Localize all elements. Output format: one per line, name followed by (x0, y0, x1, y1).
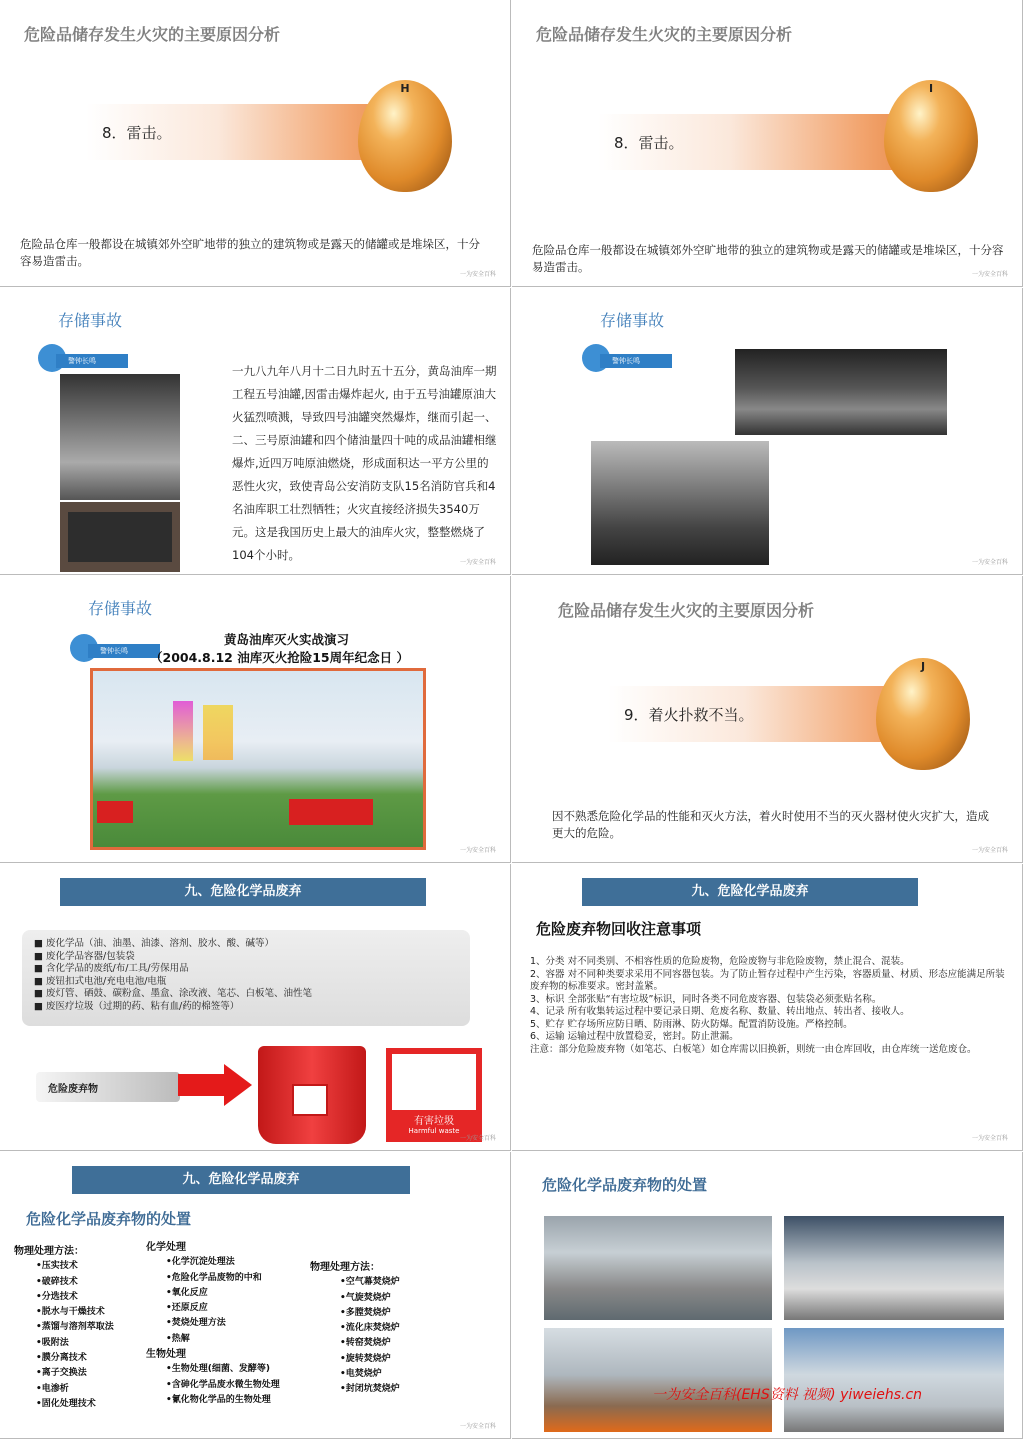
list-item: •膜分离技术 (36, 1353, 87, 1364)
slide-title: 危险品储存发生火灾的主要原因分析 (536, 25, 793, 44)
warning-badge (38, 342, 128, 376)
section-header: 九、危险化学品废弃 (72, 1166, 410, 1194)
list-item: •电渗析 (36, 1383, 69, 1394)
list-item: •蒸馏与溶剂萃取法 (36, 1322, 114, 1333)
red-bucket-icon (258, 1046, 366, 1144)
slide-subtitle: 危险废弃物回收注意事项 (536, 920, 702, 938)
list-item: 2、容器 对不同种类要求采用不同容器包装。为了防止暂存过程中产生污染，容器质量、材质、形态应能满足所装废弃物的标准要求。密封盖紧。 (530, 968, 1005, 992)
description: 因不熟悉危险化学品的性能和灭火方法，着火时使用不当的灭火器材使火灾扩大，造成更大的危险。 (552, 809, 989, 840)
description: 危险品仓库一般都设在城镇郊外空旷地带的独立的建筑物或是露天的储罐或是堆垛区，十分容易造雷击。 (20, 237, 480, 268)
slide-title: 危险品储存发生火灾的主要原因分析 (24, 25, 281, 44)
list-item: •电焚烧炉 (340, 1369, 382, 1380)
list-item: •还原反应 (166, 1303, 208, 1314)
fire-photo (60, 374, 180, 500)
waste-label: 危险废弃物 (36, 1072, 180, 1102)
point-text: 8．雷击。 (614, 134, 684, 152)
footer: 一为安全百科 (459, 271, 496, 278)
description: 危险品仓库一般都设在城镇郊外空旷地带的独立的建筑物或是露天的储罐或是堆垛区，十分容易造雷击。 (532, 243, 1004, 274)
sign-text-en: Harmful waste (408, 1127, 460, 1135)
footer: 一为安全百科 (971, 847, 1008, 854)
list-item: •破碎技术 (36, 1276, 78, 1287)
list-item: 5、贮存 贮存场所应防日晒、防雨淋、防火防爆。配置消防设施。严格控制。 (530, 1018, 853, 1030)
slide-title: 危险化学品废弃物的处置 (542, 1176, 708, 1194)
column-physical (14, 1244, 114, 1412)
list-item: 3、标识 全部张贴“有害垃圾”标识，同时各类不同危废容器、包装袋必须张贴名称。 (530, 993, 882, 1005)
list-item: •离子交换法 (36, 1368, 87, 1379)
list-item: •压实技术 (36, 1261, 78, 1272)
list-item: 6、运输 运输过程中放置稳妥，密封。防止泄漏。 (530, 1031, 739, 1042)
list-item: •空气幕焚烧炉 (340, 1277, 400, 1288)
slide-title: 危险品储存发生火灾的主要原因分析 (558, 601, 815, 620)
list-item: ■ 废钮扣式电池/充电电池/电瓶 (34, 975, 167, 987)
slide-subtitle: 危险化学品废弃物的处置 (26, 1210, 192, 1228)
incinerator-photo-1 (544, 1216, 772, 1320)
slide-title: 存储事故 (58, 311, 123, 330)
list-item: •生物处理(细菌、发酵等) (166, 1364, 270, 1375)
list-item: ■ 废化学品（油、油墨、油漆、溶剂、胶水、酸、碱等） (34, 938, 275, 949)
footer: 一为安全百科 (459, 1423, 496, 1430)
egg-icon (358, 80, 452, 192)
badge-label: 警钟长鸣 (56, 354, 128, 368)
column-incineration (310, 1260, 400, 1398)
fire-drill-photo (90, 668, 426, 850)
footer: 一为安全百科 (459, 1135, 496, 1142)
slide-10 (512, 1152, 1023, 1439)
list-item: ■ 废医疗垃圾（过期的药、粘有血/药的棉签等） (34, 1000, 240, 1012)
incinerator-photo-4 (784, 1328, 1004, 1432)
waste-list (34, 938, 458, 1013)
point-bar (598, 114, 928, 170)
warning-badge (70, 632, 160, 666)
list-item: •热解 (166, 1333, 190, 1344)
egg-letter: J (920, 660, 926, 673)
column-title: 物理处理方法： (310, 1262, 380, 1273)
slide-3 (0, 288, 511, 575)
list-item: ■ 含化学品的废纸/布/工具/劳保用品 (34, 963, 189, 974)
list-item: •危险化学品废物的中和 (166, 1272, 262, 1283)
slide-title: 存储事故 (88, 599, 153, 618)
arrow-shaft (178, 1074, 224, 1096)
slide-8 (512, 864, 1023, 1151)
list-item: •吸附法 (36, 1337, 69, 1348)
slide-7 (0, 864, 511, 1151)
waste-list-box (22, 930, 470, 1026)
list-item: ■ 废灯管、硒鼓、碳粉盒、墨盒、涂改液、笔芯、白板笔、油性笔 (34, 988, 313, 999)
list-item: 注意：部分危险废弃物（如笔芯、白板笔）如仓库需以旧换新，则统一由仓库回收，由仓库统一送危废仓。 (530, 1043, 977, 1055)
slide-4 (512, 288, 1023, 575)
slide-9 (0, 1152, 511, 1439)
warning-badge (582, 342, 672, 376)
list-item: •固化处理技术 (36, 1398, 96, 1409)
drill-heading: 黄岛油库灭火实战演习 (224, 632, 350, 647)
list-item: •转窑焚烧炉 (340, 1338, 391, 1349)
list-item: •旋转焚烧炉 (340, 1353, 391, 1364)
harmful-waste-sign (386, 1048, 482, 1142)
fire-smoke-photo (732, 346, 950, 438)
watermark: 一为安全百科(EHS资料 视频) yiweiehs.cn (652, 1387, 923, 1403)
egg-letter: H (400, 82, 410, 95)
column-chemical (146, 1240, 280, 1408)
footer: 一为安全百科 (971, 271, 1008, 278)
memorial-photo (60, 502, 180, 572)
slide-5 (0, 576, 511, 863)
footer: 一为安全百科 (971, 559, 1008, 566)
egg-icon (876, 658, 970, 770)
list-item: 4、记录 所有收集转运过程中要记录日期、危废名称、数量、转出地点、转出者、接收人。 (530, 1006, 910, 1017)
incinerator-photo-2 (784, 1216, 1004, 1320)
list-item: •流化床焚烧炉 (340, 1323, 400, 1334)
list-item: •分选技术 (36, 1291, 78, 1302)
incinerator-photo-3 (544, 1328, 772, 1432)
slide-6 (512, 576, 1023, 863)
list-item: 1、分类 对不同类别、不相容性质的危险废物，危险废物与非危险废物，禁止混合、混装。 (530, 956, 910, 967)
list-item: ■ 废化学品容器/包装袋 (34, 950, 135, 962)
section-header: 九、危险化学品废弃 (60, 878, 426, 906)
sign-text: 有害垃圾 (414, 1116, 454, 1127)
accident-description: 一九八九年八月十二日九时五十五分，黄岛油库一期工程五号油罐,因雷击爆炸起火, 由于五号油罐原油大火猛烈喷溅，导致四号油罐突然爆炸，继而引起一、二、三号原油罐和四个储油量四十吨的成品油罐相继爆炸,近四万吨原油燃烧，形成面积达一平方公里的恶性火灾，致使青岛公安消防支队15名消防官兵和4名油库职工壮烈牺牲；火灾直接经济损失3540万元。这是我国历史上最大的油库火灾，整整燃烧了104个小时。 (232, 364, 497, 562)
section-header: 九、危险化学品废弃 (582, 878, 918, 906)
footer: 一为安全百科 (459, 559, 496, 566)
notes-list (530, 956, 1012, 1056)
badge-label: 警钟长鸣 (600, 354, 672, 368)
column-title: 化学处理 (146, 1242, 186, 1253)
list-item: •氰化物化学品的生物处理 (166, 1394, 271, 1405)
list-item: •含砷化学品废水微生物处理 (166, 1379, 280, 1390)
egg-icon (884, 80, 978, 192)
list-item: •氧化反应 (166, 1287, 208, 1298)
list-item: •多膛焚烧炉 (340, 1307, 391, 1318)
ruins-photo (588, 438, 772, 568)
point-text: 8．雷击。 (102, 124, 172, 142)
slide-title: 存储事故 (600, 311, 665, 330)
slide-2 (512, 0, 1023, 287)
footer: 一为安全百科 (971, 1135, 1008, 1142)
point-text: 9．着火扑救不当。 (624, 706, 754, 724)
column-title: 物理处理方法： (14, 1246, 84, 1257)
list-item: •化学沉淀处理法 (166, 1257, 235, 1268)
drill-subheading: （2004.8.12 油库灭火抢险15周年纪念日 ） (150, 650, 409, 665)
arrow-head (224, 1064, 252, 1106)
column-title: 生物处理 (146, 1349, 186, 1361)
egg-letter: I (928, 82, 934, 95)
list-item: •气旋焚烧炉 (340, 1292, 391, 1303)
list-item: •封闭坑焚烧炉 (340, 1384, 400, 1395)
badge-label: 警钟长鸣 (88, 644, 160, 658)
list-item: •脱水与干燥技术 (36, 1307, 105, 1318)
footer: 一为安全百科 (459, 847, 496, 854)
list-item: •焚烧处理方法 (166, 1318, 226, 1329)
slide-1 (0, 0, 511, 287)
